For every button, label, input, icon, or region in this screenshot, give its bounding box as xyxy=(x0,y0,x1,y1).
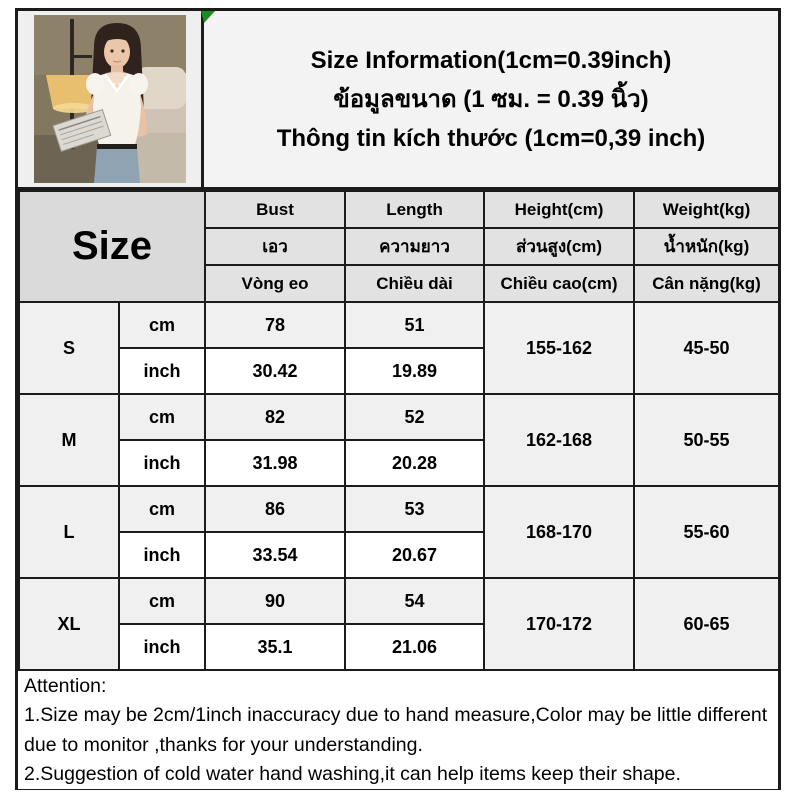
title-line-en: Size Information(1cm=0.39inch) xyxy=(310,46,672,74)
attention-heading: Attention: xyxy=(24,675,107,697)
length-inch-s: 19.89 xyxy=(345,348,484,394)
size-info-title xyxy=(204,11,778,187)
weight-range-xl: 60-65 xyxy=(634,578,779,670)
belt-shape xyxy=(97,144,137,149)
weight-range-m: 50-55 xyxy=(634,394,779,486)
face-shape xyxy=(104,36,130,68)
attention-item-1: 1.Size may be 2cm/1inch inaccuracy due to hand measure,Color may be little different due to monitor ,thanks for your understanding. xyxy=(24,704,768,756)
weight-range-s: 45-50 xyxy=(634,302,779,394)
bust-inch-l: 33.54 xyxy=(205,532,345,578)
col-header-height-th: ส่วนสูง(cm) xyxy=(484,228,634,265)
height-range-xl: 170-172 xyxy=(484,578,634,670)
size-label-xl: XL xyxy=(19,578,119,670)
col-header-bust-en: Bust xyxy=(205,191,345,228)
attention-notes xyxy=(18,671,778,789)
bust-cm-s: 78 xyxy=(205,302,345,348)
col-header-bust-vi: Vòng eo xyxy=(205,265,345,302)
length-inch-xl: 21.06 xyxy=(345,624,484,670)
attention-item-2: 2.Suggestion of cold water hand washing,it can help items keep their shape. xyxy=(24,762,681,785)
bust-cm-m: 82 xyxy=(205,394,345,440)
title-line-th: ข้อมูลขนาด (1 ซม. = 0.39 นิ้ว) xyxy=(333,85,649,113)
col-header-weight-en: Weight(kg) xyxy=(634,191,779,228)
bust-inch-xl: 35.1 xyxy=(205,624,345,670)
unit-inch-label: inch xyxy=(119,348,205,394)
size-chart-panel xyxy=(15,8,781,790)
col-header-height-vi: Chiều cao(cm) xyxy=(484,265,634,302)
bust-inch-s: 30.42 xyxy=(205,348,345,394)
col-header-bust-th: เอว xyxy=(205,228,345,265)
bust-cm-l: 86 xyxy=(205,486,345,532)
table-row xyxy=(19,302,779,348)
col-header-length-vi: Chiều dài xyxy=(345,265,484,302)
col-header-height-en: Height(cm) xyxy=(484,191,634,228)
unit-cm-label: cm xyxy=(119,394,205,440)
size-label-m: M xyxy=(19,394,119,486)
length-inch-m: 20.28 xyxy=(345,440,484,486)
height-range-l: 168-170 xyxy=(484,486,634,578)
product-photo xyxy=(34,15,186,183)
length-cm-l: 53 xyxy=(345,486,484,532)
jeans-shape xyxy=(94,147,140,183)
height-range-s: 155-162 xyxy=(484,302,634,394)
product-photo-cell xyxy=(18,11,204,187)
unit-inch-label: inch xyxy=(119,532,205,578)
unit-inch-label: inch xyxy=(119,440,205,486)
weight-range-l: 55-60 xyxy=(634,486,779,578)
size-header-cell: Size xyxy=(19,191,205,302)
table-row xyxy=(19,394,779,440)
unit-cm-label: cm xyxy=(119,302,205,348)
length-cm-xl: 54 xyxy=(345,578,484,624)
height-range-m: 162-168 xyxy=(484,394,634,486)
col-header-length-en: Length xyxy=(345,191,484,228)
size-table xyxy=(18,190,780,671)
size-label-s: S xyxy=(19,302,119,394)
table-row xyxy=(19,578,779,624)
col-header-weight-vi: Cân nặng(kg) xyxy=(634,265,779,302)
size-label-l: L xyxy=(19,486,119,578)
table-row xyxy=(19,486,779,532)
unit-inch-label: inch xyxy=(119,624,205,670)
col-header-weight-th: น้ำหนัก(kg) xyxy=(634,228,779,265)
length-cm-m: 52 xyxy=(345,394,484,440)
bust-inch-m: 31.98 xyxy=(205,440,345,486)
unit-cm-label: cm xyxy=(119,578,205,624)
title-line-vi: Thông tin kích thước (1cm=0,39 inch) xyxy=(276,124,706,152)
unit-cm-label: cm xyxy=(119,486,205,532)
bust-cm-xl: 90 xyxy=(205,578,345,624)
col-header-length-th: ความยาว xyxy=(345,228,484,265)
green-corner-marker-icon xyxy=(201,11,215,23)
length-inch-l: 20.67 xyxy=(345,532,484,578)
length-cm-s: 51 xyxy=(345,302,484,348)
header-band xyxy=(18,11,778,190)
